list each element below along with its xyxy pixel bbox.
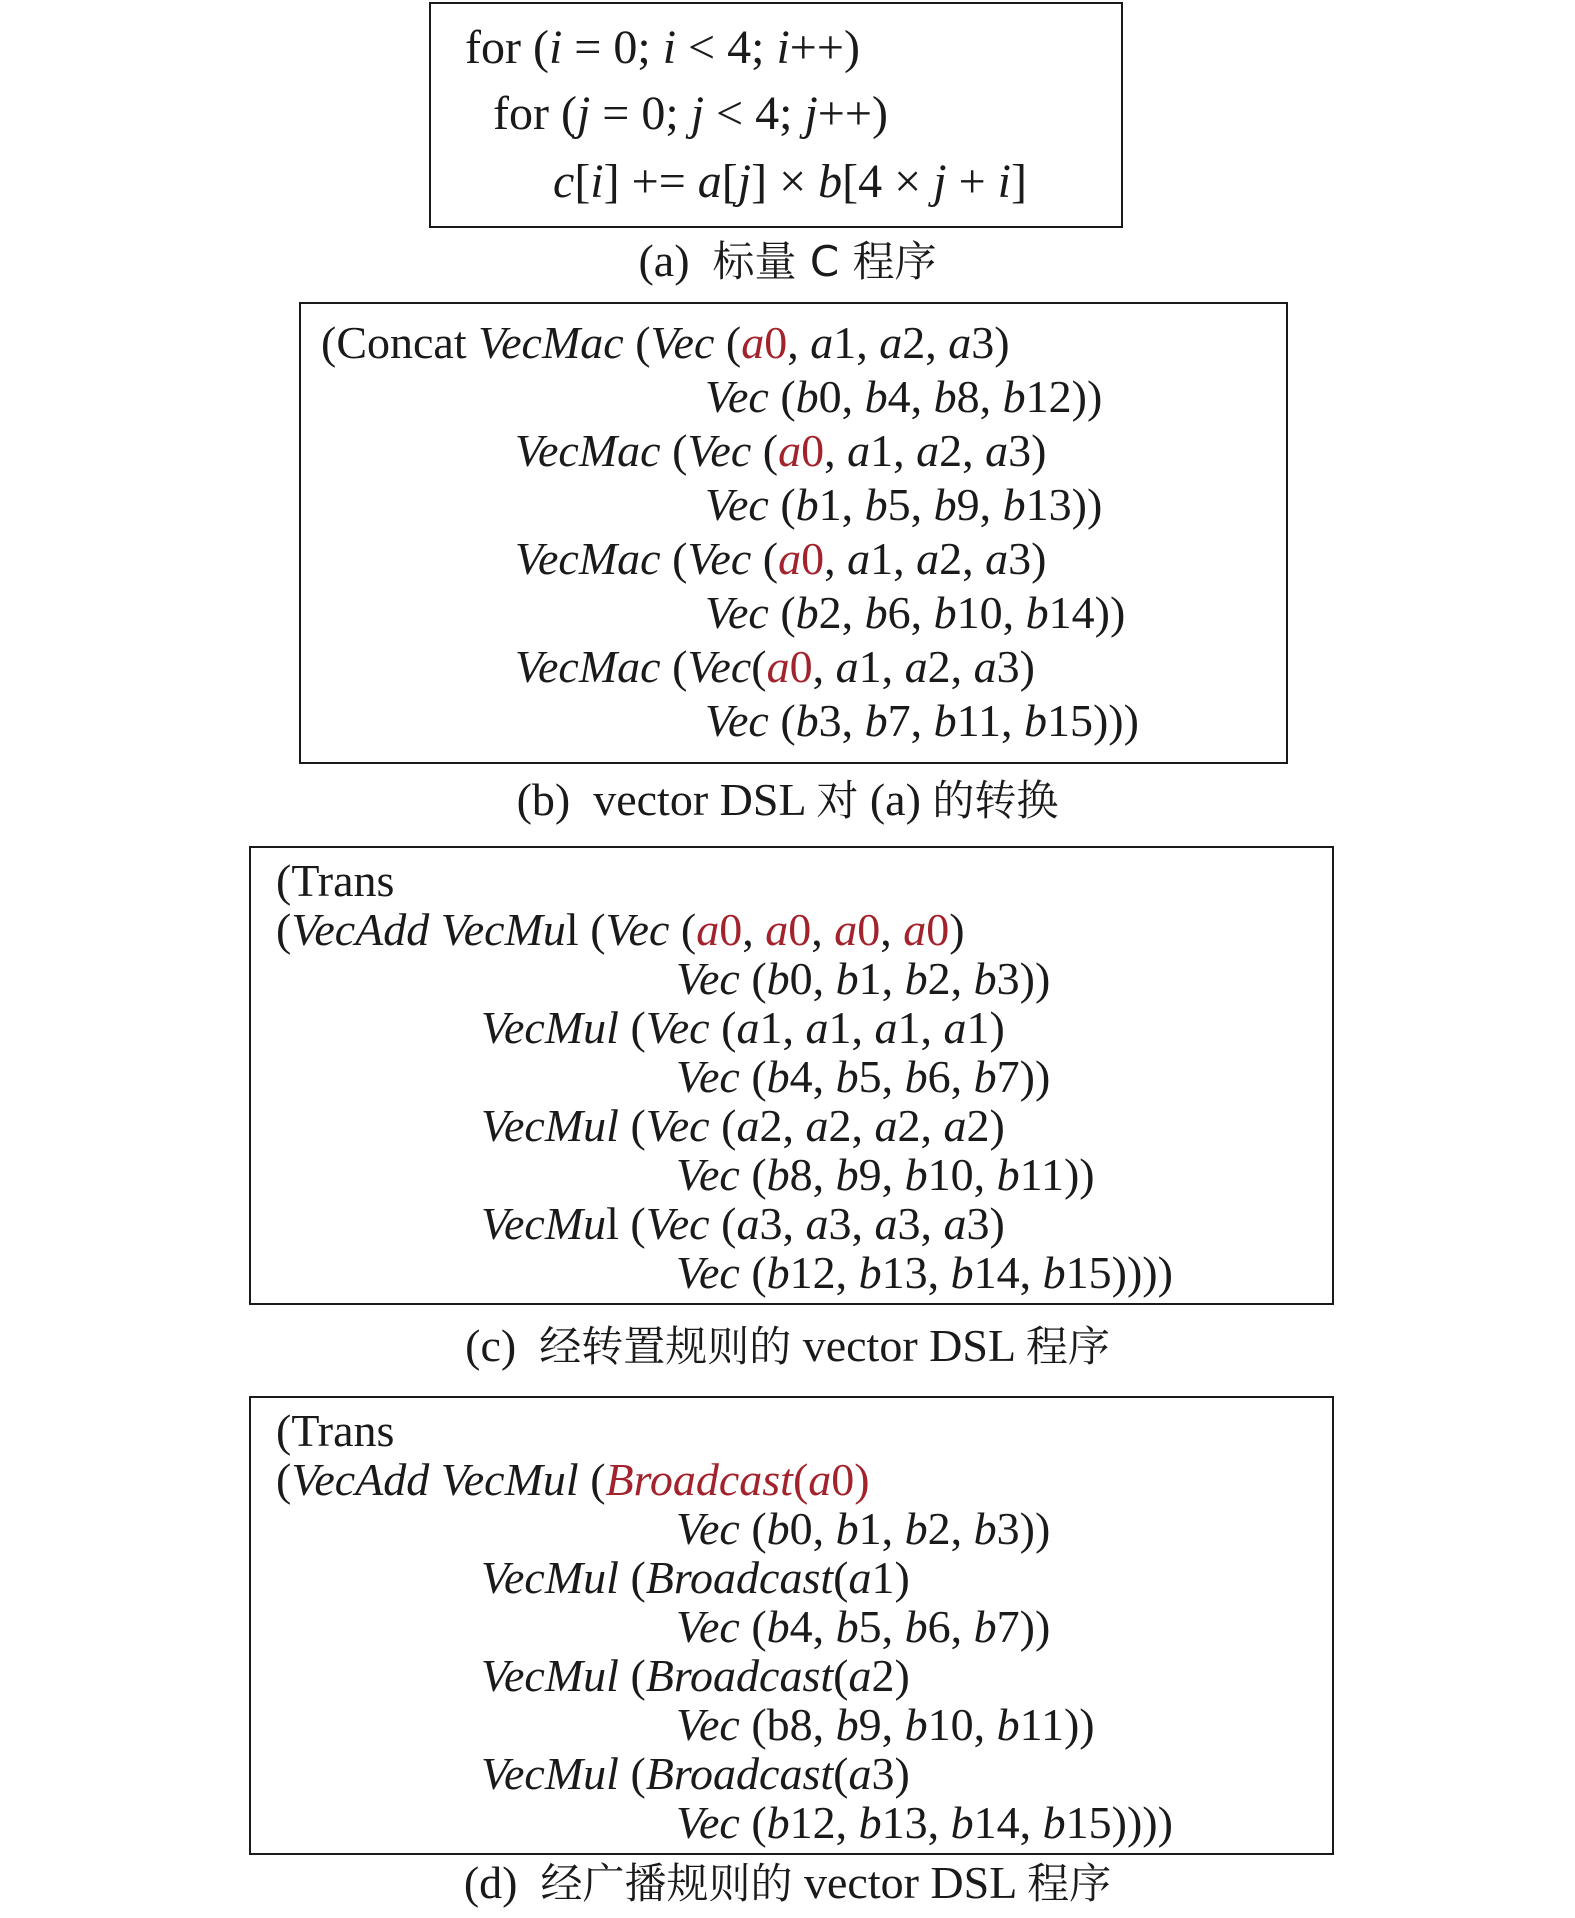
code-line: VecMul (Vec (a2, a2, a2, a2) <box>481 1100 1005 1151</box>
code-line: VecMac (Vec (a0, a1, a2, a3) <box>515 533 1047 584</box>
code-line: (Trans <box>276 855 395 906</box>
code-line: VecMul (Vec (a1, a1, a1, a1) <box>481 1002 1005 1053</box>
code-line: for (j = 0; j < 4; j++) <box>493 87 888 140</box>
code-line: VecMul (Vec (a3, a3, a3, a3) <box>481 1198 1005 1249</box>
code-line: Vec (b8, b9, b10, b11)) <box>676 1149 1095 1200</box>
caption-b: (b) vector DSL 对 (a) 的转换 <box>516 774 1059 825</box>
code-line: VecMul (Broadcast(a1) <box>481 1552 910 1603</box>
panel-c-code-box <box>249 846 1334 1305</box>
code-line: VecMul (Broadcast(a3) <box>481 1748 910 1799</box>
caption-d: (d) 经广播规则的 vector DSL 程序 <box>463 1857 1112 1908</box>
code-line: Vec (b4, b5, b6, b7)) <box>676 1601 1051 1652</box>
code-line: Vec (b0, b1, b2, b3)) <box>676 1503 1051 1554</box>
code-line: Vec (b0, b4, b8, b12)) <box>705 371 1103 422</box>
code-line: Vec (b12, b13, b14, b15)))) <box>676 1247 1173 1298</box>
panel-b-code-box <box>299 302 1288 764</box>
caption-c: (c) 经转置规则的 vector DSL 程序 <box>465 1320 1110 1371</box>
code-line: (Concat VecMac (Vec (a0, a1, a2, a3) <box>321 317 1010 368</box>
code-line: (VecAdd VecMul (Broadcast(a0) <box>276 1454 870 1505</box>
code-line: (VecAdd VecMul (Vec (a0, a0, a0, a0) <box>276 904 965 955</box>
code-line: VecMac (Vec (a0, a1, a2, a3) <box>515 425 1047 476</box>
code-line: c[i] += a[j] × b[4 × j + i] <box>553 155 1027 208</box>
code-line: (Trans <box>276 1405 395 1456</box>
caption-a: (a) 标量 C 程序 <box>638 235 937 286</box>
code-line: Vec (b2, b6, b10, b14)) <box>705 587 1126 638</box>
code-line: Vec (b3, b7, b11, b15))) <box>705 695 1139 746</box>
code-line: Vec (b8, b9, b10, b11)) <box>676 1699 1095 1750</box>
code-line: VecMul (Broadcast(a2) <box>481 1650 910 1701</box>
panel-a-code-box <box>429 2 1123 228</box>
code-line: Vec (b0, b1, b2, b3)) <box>676 953 1051 1004</box>
code-line: Vec (b12, b13, b14, b15)))) <box>676 1797 1173 1848</box>
code-line: for (i = 0; i < 4; i++) <box>465 21 860 74</box>
panel-d-code-box <box>249 1396 1334 1855</box>
code-line: VecMac (Vec(a0, a1, a2, a3) <box>515 641 1035 692</box>
code-line: Vec (b1, b5, b9, b13)) <box>705 479 1103 530</box>
code-line: Vec (b4, b5, b6, b7)) <box>676 1051 1051 1102</box>
